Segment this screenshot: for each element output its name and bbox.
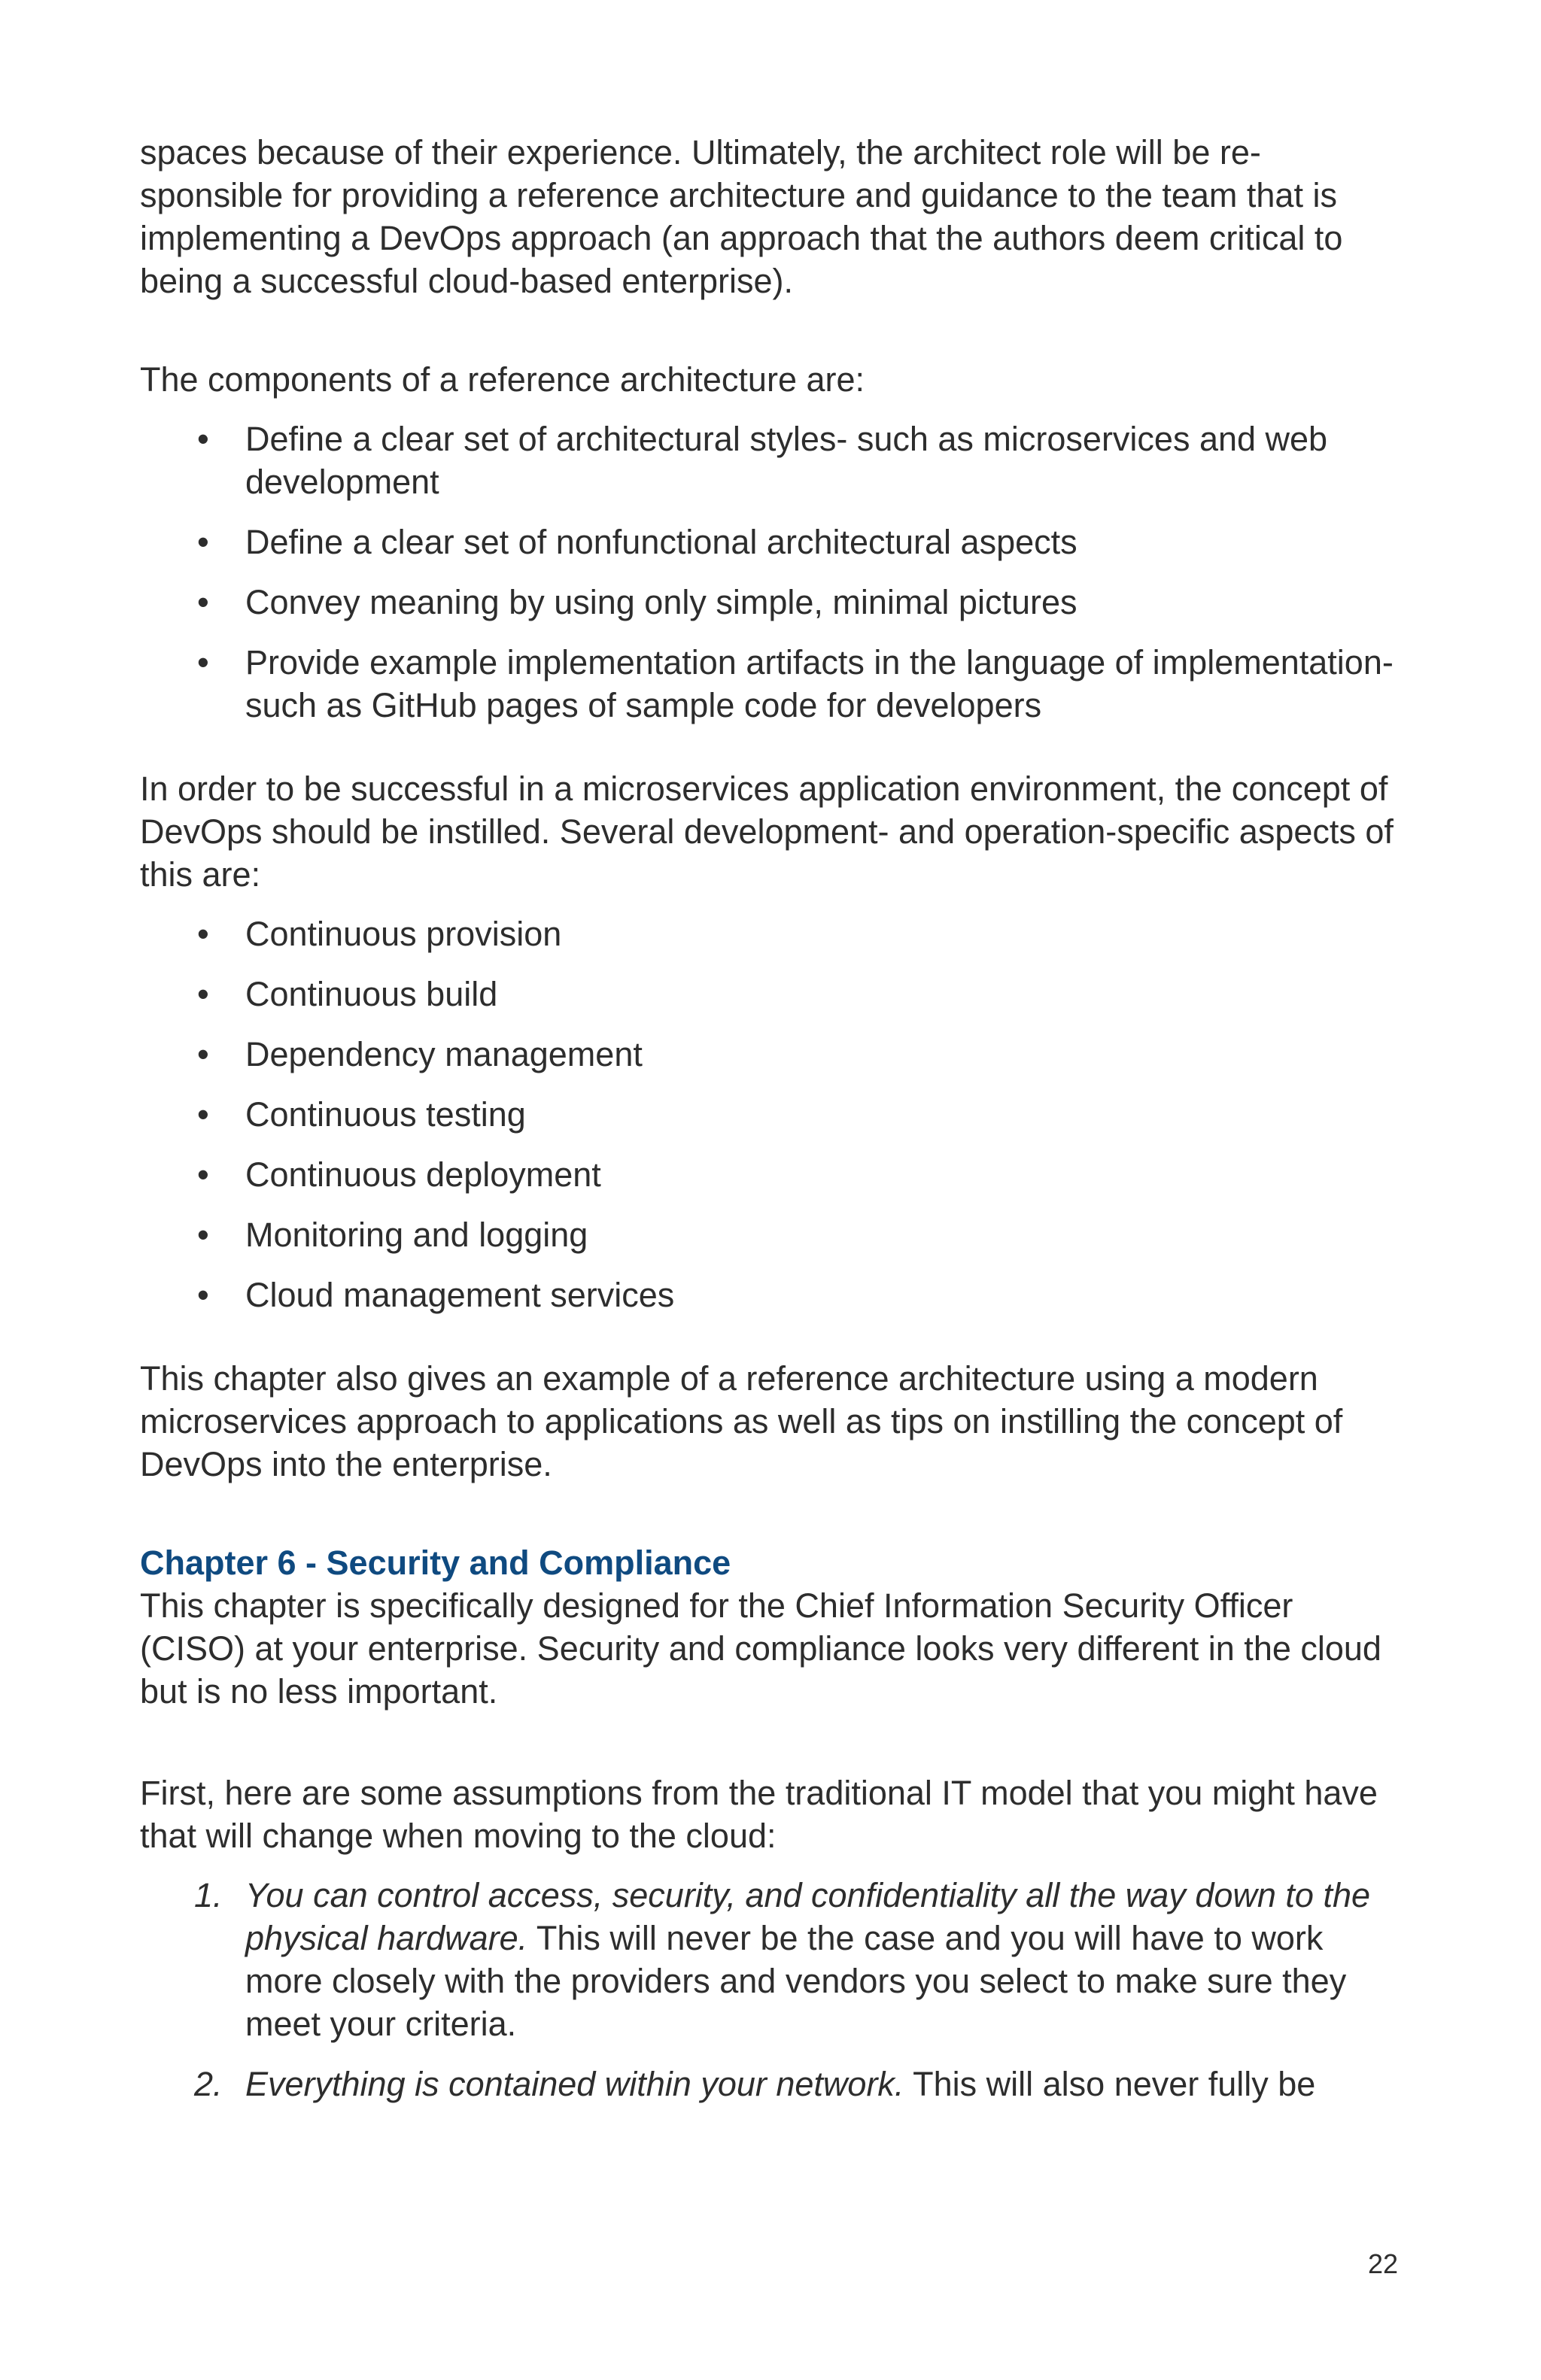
list-item xyxy=(140,581,1398,624)
assumption-italic-text: You can control access, security, and confidentiality all the way down to the physical hardware. xyxy=(245,1876,1370,1957)
list-item xyxy=(140,1093,1398,1136)
list-item-text: Continuous deployment xyxy=(245,1155,601,1194)
devops-intro-paragraph: In order to be successful in a microservices application environment, the concept of DevOps should be instilled. Several development- and operation-specific aspects of this are: xyxy=(140,770,1394,894)
devops-aspects-list xyxy=(140,912,1398,1316)
bullet-icon: • xyxy=(197,643,209,682)
list-number: 2. xyxy=(194,2065,223,2103)
list-item-text: Dependency management xyxy=(245,1035,643,1073)
bullet-icon: • xyxy=(197,583,209,621)
bullet-icon: • xyxy=(197,1095,209,1134)
ciso-paragraph: This chapter is specifically designed for the Chief Information Security Officer (CISO) at your enterprise. Security and compliance looks very different in the cloud but is no less important. xyxy=(140,1586,1381,1711)
list-item-text: Provide example implementation artifacts in the language of implementation- such as GitHub pages of sample code for developers xyxy=(245,643,1394,724)
components-list xyxy=(140,417,1398,727)
list-item xyxy=(140,912,1398,955)
bullet-icon: • xyxy=(197,1035,209,1073)
bullet-icon: • xyxy=(197,420,209,458)
assumptions-list xyxy=(140,1874,1398,2105)
chapter-heading: Chapter 6 - Security and Compliance xyxy=(140,1544,731,1582)
list-item xyxy=(140,1273,1398,1316)
list-item-text: Cloud management services xyxy=(245,1276,675,1314)
list-item-text: Convey meaning by using only simple, minimal pictures xyxy=(245,583,1077,621)
bullet-icon: • xyxy=(197,1276,209,1314)
list-item xyxy=(140,1153,1398,1196)
list-item-text: Continuous provision xyxy=(245,915,562,953)
list-item-text: Define a clear set of architectural styles- such as microservices and web development xyxy=(245,420,1328,501)
assumption-text: This will never be the case and you will have to work more closely with the providers and vendors you select to make sure they meet your criteria. xyxy=(245,1919,1347,2043)
list-item xyxy=(140,1213,1398,1256)
bullet-icon: • xyxy=(197,975,209,1013)
bullet-icon: • xyxy=(197,1155,209,1194)
list-item-text: Monitoring and logging xyxy=(245,1216,588,1254)
assumption-text: This will also never fully be xyxy=(904,2065,1316,2103)
list-number: 1. xyxy=(194,1876,223,1914)
assumptions-intro-paragraph: First, here are some assumptions from the traditional IT model that you might have that will change when moving to the cloud: xyxy=(140,1774,1378,1855)
bullet-icon: • xyxy=(197,1216,209,1254)
assumption-italic-text: Everything is contained within your network. xyxy=(245,2065,904,2103)
bullet-icon: • xyxy=(197,523,209,561)
list-item xyxy=(140,1874,1398,2045)
list-item xyxy=(140,2063,1398,2105)
list-item-text: Define a clear set of nonfunctional architectural aspects xyxy=(245,523,1077,561)
components-intro: The components of a reference architecture are: xyxy=(140,360,865,399)
chapter-summary-paragraph: This chapter also gives an example of a reference architecture using a modern microservices approach to applications as well as tips on instilling the concept of DevOps into the enterprise. xyxy=(140,1359,1343,1483)
list-item xyxy=(140,417,1398,503)
list-item xyxy=(140,521,1398,563)
list-item-text: Continuous testing xyxy=(245,1095,526,1134)
list-item-text: Continuous build xyxy=(245,975,498,1013)
list-item xyxy=(140,641,1398,727)
bullet-icon: • xyxy=(197,915,209,953)
list-item xyxy=(140,1033,1398,1076)
page-number: 22 xyxy=(1367,2248,1398,2279)
list-item xyxy=(140,973,1398,1015)
intro-paragraph: spaces because of their experience. Ultimately, the architect role will be re-sponsible for providing a reference architecture and guidance to the team that is implementing a DevOps approach (an approach that the authors deem critical to being a successful cloud-based enterprise). xyxy=(140,133,1343,300)
